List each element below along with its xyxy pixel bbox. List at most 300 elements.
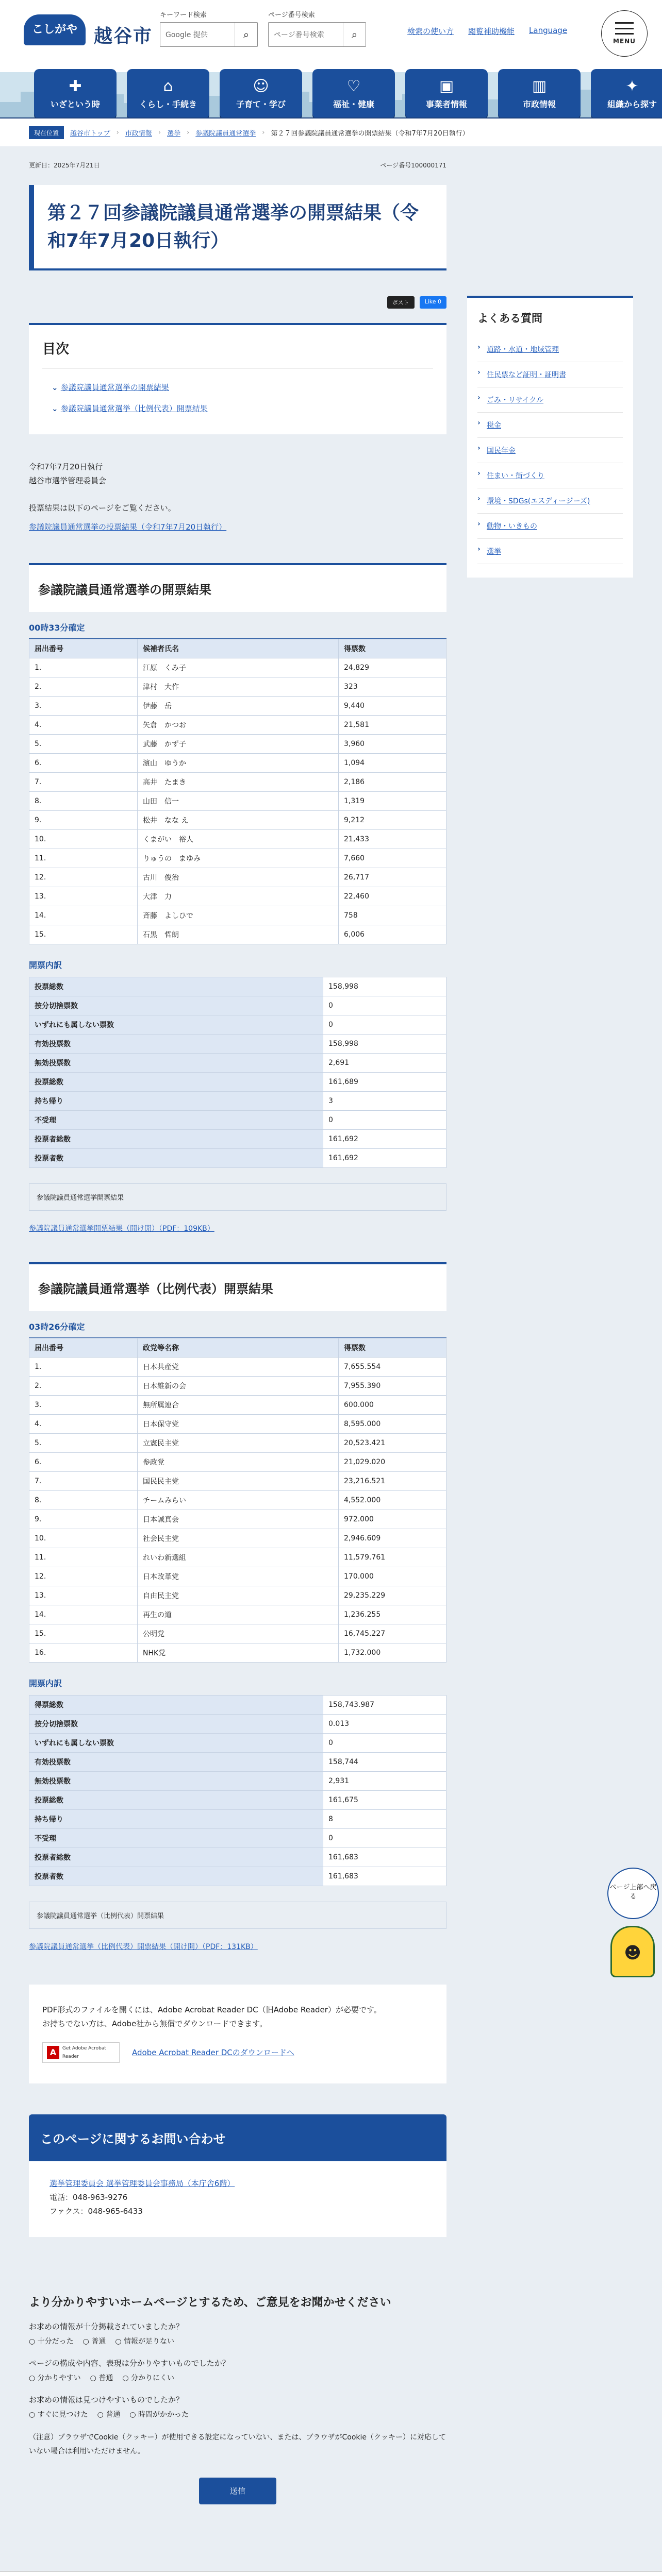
footer-links — [0, 2571, 662, 2576]
acrobat-notice — [29, 1985, 446, 2083]
table-cell: 1. — [29, 658, 138, 677]
table-cell: 7,955.390 — [339, 1377, 446, 1396]
table-row — [29, 1567, 446, 1586]
table-cell: 4. — [29, 1415, 138, 1434]
summary-value: 0 — [323, 996, 446, 1015]
table-row — [29, 1015, 446, 1035]
site-header — [0, 0, 662, 118]
faq-box — [467, 296, 633, 578]
nav-item[interactable] — [405, 69, 488, 118]
page-top-button[interactable]: ページ上部へ戻る — [607, 1868, 659, 1919]
table-cell: 11. — [29, 1548, 138, 1567]
column-header: 得票数 — [339, 1338, 446, 1358]
faq-link[interactable]: 税金 — [487, 421, 501, 430]
summary-value: 8 — [323, 1810, 446, 1829]
search-icon[interactable]: ⌕ — [235, 23, 257, 46]
table-cell: 14. — [29, 1605, 138, 1624]
page-title: 第２７回参議院議員通常選挙の開票結果（令和7年7月20日執行） — [29, 185, 446, 270]
city-hall-icon: ▥ — [532, 77, 547, 95]
table-cell: 11,579.761 — [339, 1548, 446, 1567]
hamburger-icon — [615, 22, 634, 35]
table-cell: 12. — [29, 1567, 138, 1586]
table-row — [29, 1548, 446, 1567]
summary-title: 開票内訳 — [29, 960, 62, 970]
search-icon[interactable]: ⌕ — [343, 23, 366, 46]
table-cell: 600.000 — [339, 1396, 446, 1415]
table-cell: 170.000 — [339, 1567, 446, 1586]
table-cell: 9,440 — [339, 697, 446, 716]
table-cell: 松井 なな え — [138, 811, 339, 830]
faq-item[interactable] — [477, 413, 623, 438]
summary-value: 161,675 — [323, 1791, 446, 1810]
summary-label: 投票総数 — [29, 977, 323, 996]
table-cell: 5. — [29, 1434, 138, 1453]
first-aid-icon: ✚ — [69, 77, 82, 95]
table-cell: 江原 くみ子 — [138, 658, 339, 677]
confirmed-time: 03時26分確定 — [29, 1311, 446, 1338]
summary-value: 158,744 — [323, 1753, 446, 1772]
table-cell: 8. — [29, 1491, 138, 1510]
breadcrumb-item[interactable]: 選挙 — [167, 129, 181, 138]
question-text: ページの構成や内容、表現は分かりやすいものでしたか？ — [29, 2359, 230, 2368]
main-content — [29, 146, 446, 2504]
summary-label: 投票総数 — [29, 1073, 323, 1092]
table-cell: 22,460 — [339, 887, 446, 906]
page-number: ページ番号100000171 — [380, 162, 446, 169]
table-cell: 日本維新の会 — [138, 1377, 339, 1396]
table-row — [29, 1696, 446, 1715]
table-cell: 斉藤 よしひで — [138, 906, 339, 925]
column-header: 候補者氏名 — [138, 639, 339, 658]
breadcrumb-item[interactable]: 参議院議員通常選挙 — [195, 129, 256, 138]
toc-title: 目次 — [42, 342, 70, 357]
table-cell: れいわ新選組 — [138, 1548, 339, 1567]
faq-link[interactable]: 選挙 — [487, 548, 501, 556]
briefcase-icon: ▣ — [439, 77, 454, 95]
table-cell: 13. — [29, 887, 138, 906]
table-row — [29, 1377, 446, 1396]
question-text: お求めの情報が十分掲載されていましたか？ — [29, 2322, 184, 2331]
breadcrumb-current-location: 現在位置 — [29, 126, 64, 139]
summary-value: 2,691 — [323, 1054, 446, 1073]
table-cell: 4. — [29, 716, 138, 735]
keyword-search-field[interactable] — [160, 22, 258, 47]
table-cell: 日本改革党 — [138, 1567, 339, 1586]
table-header-row — [29, 1338, 446, 1358]
nav-item-label: 事業者情報 — [425, 99, 467, 109]
table-cell: 3. — [29, 1396, 138, 1415]
summary-label: 得票総数 — [29, 1696, 323, 1715]
faq-item[interactable] — [477, 539, 623, 564]
table-row — [29, 792, 446, 811]
radio-option[interactable]: ○ 情報が足りない — [115, 2336, 174, 2346]
radio-option[interactable]: ○ 分かりやすい — [29, 2372, 81, 2383]
page-number-search-label: ページ番号検索 — [268, 11, 315, 19]
election-date: 令和7年7月20日執行 — [29, 462, 103, 471]
radio-option[interactable]: ○ 普通 — [83, 2336, 106, 2346]
feedback-title: より分かりやすいホームページとするため、ご意見をお聞かせください — [29, 2296, 391, 2309]
faq-link[interactable]: 道路・水道・地域管理 — [487, 346, 559, 354]
table-cell: 公明党 — [138, 1624, 339, 1643]
utility-links — [407, 26, 567, 37]
table-row — [29, 1130, 446, 1149]
table-cell: 1. — [29, 1358, 138, 1377]
turnout-link[interactable]: 参議院議員通常選挙の投票結果（令和7年7月20日執行） — [29, 522, 227, 532]
table-cell: 9,212 — [339, 811, 446, 830]
column-header: 政党等名称 — [138, 1338, 339, 1358]
summary-table — [29, 977, 446, 1168]
summary-label: 有効投票数 — [29, 1035, 323, 1054]
table-cell: 8,595.000 — [339, 1415, 446, 1434]
summary-label: 按分切捨票数 — [29, 996, 323, 1015]
faq-link[interactable]: ごみ・リサイクル — [487, 396, 544, 404]
table-row — [29, 1848, 446, 1867]
search-help-link[interactable]: 検索の使い方 — [407, 27, 454, 36]
table-cell: 立憲民主党 — [138, 1434, 339, 1453]
file-note: 参議院議員通常選挙開票結果 — [29, 1183, 446, 1211]
table-row — [29, 1624, 446, 1643]
department-link[interactable]: 選挙管理委員会 選挙管理委員会事務局（本庁舎6階） — [49, 2179, 235, 2188]
table-row — [29, 1035, 446, 1054]
table-cell: 5. — [29, 735, 138, 754]
nav-item-label: くらし・手続き — [139, 99, 197, 109]
table-cell: 2. — [29, 677, 138, 697]
table-row — [29, 1715, 446, 1734]
faq-item[interactable] — [477, 362, 623, 387]
table-row — [29, 1605, 446, 1624]
summary-label: いずれにも属しない票数 — [29, 1734, 323, 1753]
contact-phone: 電話：048-963-9276 — [49, 2193, 128, 2202]
table-cell: 大津 力 — [138, 887, 339, 906]
table-cell: 伊藤 岳 — [138, 697, 339, 716]
summary-label: 有効投票数 — [29, 1753, 323, 1772]
x-share-button[interactable]: ポスト — [387, 296, 415, 309]
keyword-search — [160, 9, 258, 47]
column-header: 得票数 — [339, 639, 446, 658]
table-row — [29, 977, 446, 996]
radio-option[interactable]: ○ 時間がかかった — [129, 2409, 189, 2419]
section-district-results — [29, 563, 446, 1233]
committee-name: 越谷市選挙管理委員会 — [29, 476, 107, 485]
table-cell: 13. — [29, 1586, 138, 1605]
summary-value: 0.013 — [323, 1715, 446, 1734]
faq-item[interactable] — [477, 387, 623, 413]
city-logo-mark[interactable]: こしがや — [24, 14, 86, 45]
table-cell: 高井 たまき — [138, 773, 339, 792]
table-cell: 7. — [29, 1472, 138, 1491]
cookie-note: （注意）ブラウザでCookie（クッキー）が使用できる設定になっていない、または、ブラウザがCookie（クッキー）に対応していない場合は利用いただけません。 — [29, 2433, 446, 2455]
table-row — [29, 887, 446, 906]
nav-item[interactable] — [591, 69, 662, 118]
summary-label: 按分切捨票数 — [29, 1715, 323, 1734]
table-row — [29, 1867, 446, 1886]
faq-link[interactable]: 動物・いきもの — [487, 522, 537, 531]
summary-label: 投票者数 — [29, 1149, 323, 1168]
table-cell: 972.000 — [339, 1510, 446, 1529]
keyword-search-label: キーワード検索 — [160, 11, 207, 19]
table-row — [29, 1396, 446, 1415]
heart-icon: ♡ — [346, 77, 361, 95]
page-number-search — [268, 9, 366, 47]
table-row — [29, 1734, 446, 1753]
table-cell: 12. — [29, 868, 138, 887]
table-row — [29, 1586, 446, 1605]
table-row — [29, 658, 446, 677]
summary-label: 投票総数 — [29, 1791, 323, 1810]
feedback-question — [29, 2321, 446, 2346]
share-buttons — [29, 296, 446, 309]
faq-item[interactable] — [477, 514, 623, 539]
feedback-form — [29, 2294, 446, 2504]
table-cell: 20,523.421 — [339, 1434, 446, 1453]
summary-table — [29, 1695, 446, 1886]
table-row — [29, 1415, 446, 1434]
table-cell: 7,660 — [339, 849, 446, 868]
table-cell: 29,235.229 — [339, 1586, 446, 1605]
candidate-results-table — [29, 639, 446, 944]
table-cell: 758 — [339, 906, 446, 925]
table-cell: 社会民主党 — [138, 1529, 339, 1548]
table-row — [29, 830, 446, 849]
table-cell: 1,236.255 — [339, 1605, 446, 1624]
table-cell: 国民民主党 — [138, 1472, 339, 1491]
table-cell: 11. — [29, 849, 138, 868]
table-row — [29, 697, 446, 716]
contact-fax: ファクス：048-965-6433 — [49, 2207, 143, 2216]
summary-value: 0 — [323, 1734, 446, 1753]
table-header-row — [29, 639, 446, 658]
pdf-download-link[interactable]: 参議院議員通常選挙（比例代表）開票結果（開け開）（PDF：131KB） — [29, 1943, 258, 1951]
summary-value: 161,692 — [323, 1130, 446, 1149]
summary-value: 158,743.987 — [323, 1696, 446, 1715]
nav-item[interactable] — [312, 69, 395, 118]
faq-link[interactable]: 環境・SDGs(エスディージーズ) — [487, 497, 590, 505]
breadcrumb-current: 第２７回参議院議員通常選挙の開票結果（令和7年7月20日執行） — [271, 129, 469, 138]
table-cell: 石黒 哲朗 — [138, 925, 339, 944]
faq-link[interactable]: 住民票など証明・証明書 — [487, 371, 566, 379]
table-cell: 323 — [339, 677, 446, 697]
nav-item[interactable] — [220, 69, 302, 118]
summary-value: 161,683 — [323, 1867, 446, 1886]
table-row — [29, 1510, 446, 1529]
acrobat-download-link[interactable]: Adobe Acrobat Reader DCのダウンロードへ — [132, 2047, 294, 2057]
table-cell: 矢倉 かつお — [138, 716, 339, 735]
table-cell: 参政党 — [138, 1453, 339, 1472]
feedback-question — [29, 2394, 446, 2419]
keyword-search-input[interactable]: Google 提供 — [166, 31, 208, 39]
table-cell: 9. — [29, 811, 138, 830]
table-cell: 日本共産党 — [138, 1358, 339, 1377]
table-cell: チームみらい — [138, 1491, 339, 1510]
table-row — [29, 1810, 446, 1829]
table-row — [29, 1054, 446, 1073]
table-row — [29, 1453, 446, 1472]
table-row — [29, 1753, 446, 1772]
table-cell: 6. — [29, 1453, 138, 1472]
column-header: 届出番号 — [29, 1338, 138, 1358]
summary-value: 161,692 — [323, 1149, 446, 1168]
table-cell: 21,433 — [339, 830, 446, 849]
radio-option[interactable]: ○ 普通 — [90, 2372, 113, 2383]
table-row — [29, 1472, 446, 1491]
table-row — [29, 849, 446, 868]
table-cell: 1,319 — [339, 792, 446, 811]
table-cell: くまがい 裕人 — [138, 830, 339, 849]
faq-item[interactable] — [477, 438, 623, 463]
nav-item[interactable] — [34, 69, 117, 118]
table-cell: 21,029.020 — [339, 1453, 446, 1472]
table-cell: NHK党 — [138, 1643, 339, 1663]
summary-value: 161,683 — [323, 1848, 446, 1867]
table-cell: 6. — [29, 754, 138, 773]
table-cell: 1,094 — [339, 754, 446, 773]
summary-label: 無効投票数 — [29, 1054, 323, 1073]
table-cell: 無所属連合 — [138, 1396, 339, 1415]
nav-item-label: 子育て・学び — [236, 99, 286, 109]
faq-item[interactable] — [477, 488, 623, 514]
table-cell: 1,732.000 — [339, 1643, 446, 1663]
table-cell: 14. — [29, 906, 138, 925]
home-icon: ⌂ — [163, 77, 173, 95]
table-cell: 日本保守党 — [138, 1415, 339, 1434]
contact-title: このページに関するお問い合わせ — [29, 2114, 446, 2161]
summary-value: 0 — [323, 1111, 446, 1130]
contact-box — [29, 2114, 446, 2237]
summary-title: 開票内訳 — [29, 1679, 62, 1688]
faq-title: よくある質問 — [477, 312, 542, 325]
table-row — [29, 1111, 446, 1130]
breadcrumb: 現在位置 越谷市トップ › 市政情報 › 選挙 › 参議院議員通常選挙 › 第２７回参議院議員通常選挙の開票結果（令和7年7月20日執行） — [0, 118, 662, 146]
nav-item-label: 福祉・健康 — [333, 99, 374, 109]
page-meta — [29, 146, 446, 185]
page-number-search-field[interactable] — [268, 22, 366, 47]
table-row — [29, 1149, 446, 1168]
section-proportional-results — [29, 1262, 446, 1952]
table-cell: 6,006 — [339, 925, 446, 944]
table-row — [29, 773, 446, 792]
nav-item[interactable] — [498, 69, 581, 118]
table-row — [29, 906, 446, 925]
radio-option[interactable]: ○ 十分だった — [29, 2336, 74, 2346]
acrobat-badge[interactable]: A Get Adobe Acrobat Reader — [42, 2042, 120, 2063]
summary-label: いずれにも属しない票数 — [29, 1015, 323, 1035]
toc-item — [42, 398, 433, 419]
intro-note: 投票結果は以下のページをご覧ください。 — [29, 503, 176, 513]
table-cell: 10. — [29, 830, 138, 849]
table-cell: 2,186 — [339, 773, 446, 792]
language-link[interactable]: Language — [529, 26, 568, 35]
menu-label: MENU — [613, 38, 636, 45]
table-cell: 15. — [29, 1624, 138, 1643]
table-cell: 2. — [29, 1377, 138, 1396]
confirmed-time: 00時33分確定 — [29, 612, 446, 639]
table-row — [29, 1791, 446, 1810]
summary-value: 0 — [323, 1015, 446, 1035]
table-cell: 7,655.554 — [339, 1358, 446, 1377]
toc-link[interactable]: 参議院議員通常選挙（比例代表）開票結果 — [60, 404, 208, 413]
table-row — [29, 1491, 446, 1510]
table-cell: りゅうの まゆみ — [138, 849, 339, 868]
table-row — [29, 1829, 446, 1848]
faq-item[interactable] — [477, 337, 623, 362]
city-logo-text[interactable]: 越谷市 — [94, 26, 153, 47]
acrobat-icon: A — [47, 2046, 59, 2059]
sidebar — [467, 146, 633, 2504]
summary-value: 158,998 — [323, 1035, 446, 1054]
section-title: 参議院議員通常選挙の開票結果 — [29, 563, 446, 612]
breadcrumb-item[interactable]: 越谷市トップ — [70, 129, 110, 138]
table-cell: 8. — [29, 792, 138, 811]
toc-link[interactable]: 参議院議員通常選挙の開票結果 — [60, 383, 169, 392]
section-title: 参議院議員通常選挙（比例代表）開票結果 — [29, 1262, 446, 1311]
table-cell: 7. — [29, 773, 138, 792]
faq-link[interactable]: 国民年金 — [487, 447, 516, 455]
table-row — [29, 1073, 446, 1092]
faq-link[interactable]: 住まい・街づくり — [487, 472, 544, 480]
table-cell: 津村 大作 — [138, 677, 339, 697]
table-cell: 9. — [29, 1510, 138, 1529]
summary-label: 投票者総数 — [29, 1130, 323, 1149]
submit-button[interactable]: 送信 — [199, 2478, 276, 2504]
table-cell: 再生の道 — [138, 1605, 339, 1624]
pdf-download-link[interactable]: 参議院議員通常選挙開票結果（開け開）（PDF：109KB） — [29, 1225, 214, 1233]
summary-value: 3 — [323, 1092, 446, 1111]
table-cell: 2,946.609 — [339, 1529, 446, 1548]
page-number-search-input[interactable]: ページ番号検索 — [274, 31, 324, 39]
family-icon: ☺ — [253, 77, 269, 95]
table-row — [29, 996, 446, 1015]
table-cell: 16,745.227 — [339, 1624, 446, 1643]
table-row — [29, 1772, 446, 1791]
table-row — [29, 735, 446, 754]
table-row — [29, 1434, 446, 1453]
table-cell: 濱山 ゆうか — [138, 754, 339, 773]
table-cell: 23,216.521 — [339, 1472, 446, 1491]
feedback-question — [29, 2358, 446, 2383]
mascot-icon[interactable]: ☻ — [610, 1926, 655, 1977]
table-cell: 3. — [29, 697, 138, 716]
summary-label: 投票者総数 — [29, 1848, 323, 1867]
table-row — [29, 754, 446, 773]
nav-item-label: 組織から探す — [607, 99, 657, 109]
accessibility-link[interactable]: 閲覧補助機能 — [468, 27, 515, 36]
nav-item-label: 市政情報 — [522, 99, 556, 109]
summary-label: 無効投票数 — [29, 1772, 323, 1791]
table-cell: 武藤 かず子 — [138, 735, 339, 754]
summary-label: 持ち帰り — [29, 1810, 323, 1829]
radio-option[interactable]: ○ 普通 — [97, 2409, 121, 2419]
radio-option[interactable]: ○ 分かりにくい — [122, 2372, 174, 2383]
table-cell: 24,829 — [339, 658, 446, 677]
question-text: お求めの情報は見つけやすいものでしたか？ — [29, 2395, 184, 2404]
party-results-table — [29, 1338, 446, 1663]
breadcrumb-item[interactable]: 市政情報 — [125, 129, 152, 138]
faq-item[interactable] — [477, 463, 623, 488]
table-cell: 山田 信一 — [138, 792, 339, 811]
summary-value: 161,689 — [323, 1073, 446, 1092]
table-row — [29, 677, 446, 697]
facebook-like-button[interactable]: Like 0 — [420, 296, 446, 309]
summary-value: 158,998 — [323, 977, 446, 996]
menu-button[interactable] — [601, 10, 648, 57]
table-cell: 15. — [29, 925, 138, 944]
radio-option[interactable]: ○ すぐに見つけた — [29, 2409, 88, 2419]
summary-label: 不受理 — [29, 1111, 323, 1130]
table-cell: 10. — [29, 1529, 138, 1548]
table-cell: 古川 俊治 — [138, 868, 339, 887]
nav-item[interactable] — [127, 69, 209, 118]
table-cell: 21,581 — [339, 716, 446, 735]
